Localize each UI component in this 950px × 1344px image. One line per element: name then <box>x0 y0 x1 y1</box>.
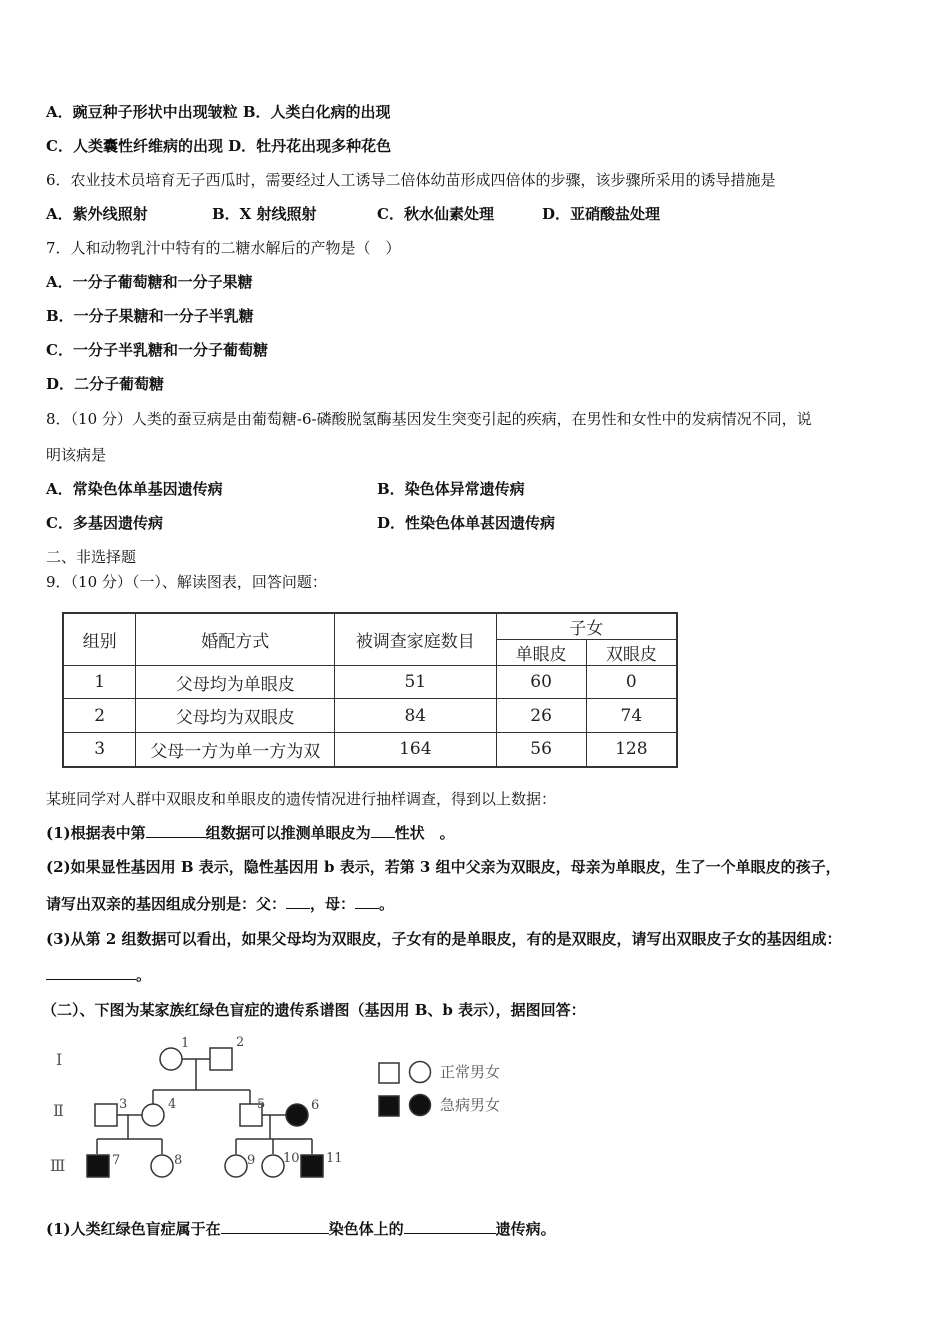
final-question-part-b: 染色体上的 <box>328 1220 404 1238</box>
question7-option-d: D．二分子葡萄糖 <box>46 375 165 393</box>
cell-mode: 父母均为单眼皮 <box>136 666 335 699</box>
question8-stem: 8．（10 分）人类的蚕豆病是由葡萄糖-6-磷酸脱氢酶基因发生突变引起的疾病，在男性和女性中的发病情况不同，说 <box>46 410 812 428</box>
cell-double: 74 <box>586 699 677 733</box>
cell-double: 0 <box>586 666 677 699</box>
question8-option-a: A．常染色体单基因遗传病 <box>46 480 223 498</box>
question6-option-b: B．X 射线照射 <box>212 205 317 223</box>
answer-blank[interactable] <box>221 1219 329 1234</box>
answer-blank[interactable] <box>46 965 136 980</box>
question8-option-c: C．多基因遗传病 <box>46 514 163 532</box>
sub-question-2-cont <box>46 894 394 914</box>
cell-group: 2 <box>63 699 136 733</box>
question5-option-ab: A．豌豆种子形状中出现皱粒 B．人类白化病的出现 <box>46 103 391 121</box>
id-label: 10 <box>283 1151 300 1166</box>
sub-question-2-mother: ，母： <box>310 895 356 913</box>
header-double: 双眼皮 <box>586 640 677 666</box>
survey-intro: 某班同学对人群中双眼皮和单眼皮的遗传情况进行抽样调查，得到以上数据： <box>46 790 557 808</box>
question8-stem-cont: 明该病是 <box>46 446 107 464</box>
header-group: 组别 <box>63 613 136 666</box>
legend-affected-female <box>410 1095 431 1116</box>
answer-blank[interactable] <box>404 1219 496 1234</box>
survey-table <box>62 612 678 768</box>
part2-stem: （二）、下图为某家族红绿色盲症的遗传系谱图（基因用 B、b 表示），据图回答： <box>42 1001 586 1019</box>
question6-option-a: A．紫外线照射 <box>46 205 148 223</box>
generation-2-label: Ⅱ <box>53 1101 64 1120</box>
sub-question-2: (2)如果显性基因用 B 表示，隐性基因用 b 表示，若第 3 组中父亲为双眼皮，母亲为单眼皮，生了一个单眼皮的孩子， <box>46 858 841 876</box>
question7-option-b: B．一分子果糖和一分子半乳糖 <box>46 307 254 325</box>
question5-option-cd: C．人类囊性纤维病的出现 D．牡丹花出现多种花色 <box>46 137 392 155</box>
id-label: 11 <box>326 1151 343 1166</box>
legend-normal-male <box>379 1063 399 1083</box>
sub-question-1-part-a: (1)根据表中第 <box>46 824 146 842</box>
sub-question-3: (3)从第 2 组数据可以看出，如果父母均为双眼皮，子女有的是单眼皮，有的是双眼皮，请写出双眼皮子女的基因组成： <box>46 930 842 948</box>
cell-mode: 父母均为双眼皮 <box>136 699 335 733</box>
sub-question-2-end: 。 <box>379 895 395 913</box>
id-label: 9 <box>247 1153 256 1168</box>
question6-option-d: D．亚硝酸盐处理 <box>542 205 661 223</box>
individual-11 <box>301 1155 323 1177</box>
legend-normal-female <box>410 1062 431 1083</box>
question7-option-c: C．一分子半乳糖和一分子葡萄糖 <box>46 341 268 359</box>
individual-10 <box>262 1155 284 1177</box>
cell-families: 84 <box>335 699 496 733</box>
question7-option-a: A．一分子葡萄糖和一分子果糖 <box>46 273 253 291</box>
answer-blank[interactable] <box>146 823 206 838</box>
cell-mode: 父母一方为单一方为双 <box>136 733 335 767</box>
question7-stem: 7．人和动物乳汁中特有的二糖水解后的产物是（ ） <box>46 239 401 257</box>
cell-single: 56 <box>496 733 586 767</box>
pedigree-chart <box>40 1030 560 1195</box>
header-families: 被调查家庭数目 <box>335 613 496 666</box>
id-label: 7 <box>112 1153 121 1168</box>
cell-group: 1 <box>63 666 136 699</box>
sub-question-1-part-b: 组数据可以推测单眼皮为 <box>205 824 371 842</box>
table-row <box>63 733 677 767</box>
generation-3-label: Ⅲ <box>50 1156 66 1175</box>
id-label: 4 <box>168 1097 177 1112</box>
individual-4 <box>142 1104 164 1126</box>
table-row <box>63 699 677 733</box>
individual-8 <box>151 1155 173 1177</box>
legend-affected-label: 急病男女 <box>440 1096 501 1114</box>
individual-1 <box>160 1048 182 1070</box>
header-single: 单眼皮 <box>496 640 586 666</box>
question9-stem: 9．（10 分）（一）、解读图表，回答问题： <box>46 573 327 591</box>
question6-stem: 6．农业技术员培育无子西瓜时，需要经过人工诱导二倍体幼苗形成四倍体的步骤，该步骤所采用的诱导措施是 <box>46 171 776 189</box>
question8-option-b: B．染色体异常遗传病 <box>377 480 525 498</box>
individual-6 <box>286 1104 308 1126</box>
answer-blank[interactable] <box>371 823 395 838</box>
table-row <box>63 666 677 699</box>
cell-group: 3 <box>63 733 136 767</box>
final-question-part-a: (1)人类红绿色盲症属于在 <box>46 1220 221 1238</box>
id-label: 5 <box>257 1097 266 1112</box>
cell-double: 128 <box>586 733 677 767</box>
question8-option-d: D．性染色体单甚因遗传病 <box>377 514 556 532</box>
id-label: 8 <box>174 1153 183 1168</box>
cell-families: 51 <box>335 666 496 699</box>
answer-blank[interactable] <box>286 894 310 909</box>
individual-2 <box>210 1048 232 1070</box>
cell-single: 26 <box>496 699 586 733</box>
id-label: 6 <box>311 1098 320 1113</box>
final-question-part-c: 遗传病。 <box>495 1220 556 1238</box>
id-label: 2 <box>236 1035 245 1050</box>
legend-normal-label: 正常男女 <box>440 1063 501 1081</box>
final-question <box>46 1219 556 1239</box>
individual-7 <box>87 1155 109 1177</box>
cell-single: 60 <box>496 666 586 699</box>
sub-question-1 <box>46 823 455 843</box>
individual-9 <box>225 1155 247 1177</box>
legend-affected-male <box>379 1096 399 1116</box>
id-label: 3 <box>119 1097 128 1112</box>
sub-question-2-father: 请写出双亲的基因组成分别是：父： <box>46 895 287 913</box>
answer-blank[interactable] <box>355 894 379 909</box>
sub-question-3-cont <box>46 965 151 985</box>
section-title: 二、非选择题 <box>46 548 137 566</box>
cell-families: 164 <box>335 733 496 767</box>
sub-question-1-part-c: 性状 。 <box>394 824 455 842</box>
question6-option-c: C．秋水仙素处理 <box>377 205 494 223</box>
header-mode: 婚配方式 <box>136 613 335 666</box>
sub-question-3-end: 。 <box>136 966 152 984</box>
id-label: 1 <box>181 1036 190 1051</box>
generation-1-label: Ⅰ <box>56 1050 63 1069</box>
individual-3 <box>95 1104 117 1126</box>
header-children: 子女 <box>496 613 677 640</box>
